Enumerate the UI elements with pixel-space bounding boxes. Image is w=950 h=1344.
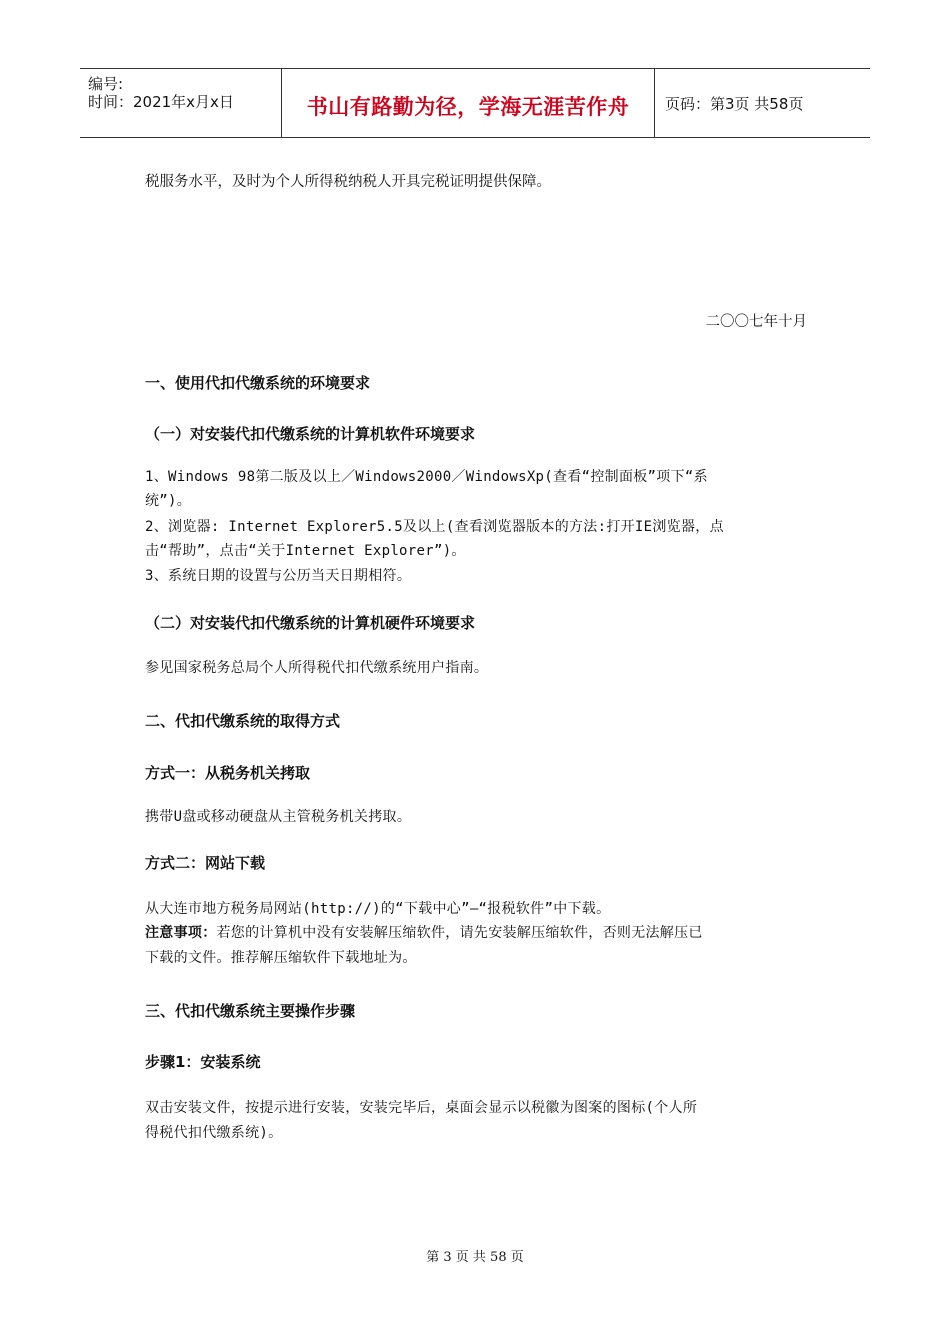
document-time-label: 时间：2021年x月x日 — [88, 93, 234, 111]
header-motto-cell — [282, 69, 655, 137]
section-2-title: 二、代扣代缴系统的取得方式 — [145, 712, 341, 730]
note-text-line-1: 若您的计算机中没有安装解压缩软件，请先安装解压缩软件，否则无法解压已 — [216, 925, 703, 941]
page-header — [80, 68, 870, 138]
step-1-text-line-1: 双击安装文件，按提示进行安装，安装完毕后，桌面会显示以税徽为图案的图标(个人所 — [145, 1100, 698, 1116]
motto-text: 书山有路勤为径，学海无涯苦作舟 — [306, 95, 630, 119]
way-2-title: 方式二：网站下载 — [145, 854, 266, 872]
section-3-title: 三、代扣代缴系统主要操作步骤 — [145, 1002, 356, 1020]
way-2-text: 从大连市地方税务局网站(http://)的“下载中心”—“报税软件”中下载。 — [145, 901, 611, 917]
header-left-cell — [80, 69, 282, 137]
sec1-item-2-line-2: 击“帮助”，点击“关于Internet Explorer”)。 — [145, 543, 466, 559]
way-1-title: 方式一：从税务机关拷取 — [145, 764, 311, 782]
sec1-item-1-line-2: 统”)。 — [145, 493, 192, 509]
section-1-sub-2-title: （二）对安装代扣代缴系统的计算机硬件环境要求 — [145, 614, 476, 632]
section-1-sub-1-title: （一）对安装代扣代缴系统的计算机软件环境要求 — [145, 425, 476, 443]
note-line-1 — [145, 921, 807, 945]
sec1-sub-2-text: 参见国家税务总局个人所得税代扣代缴系统用户指南。 — [145, 660, 489, 676]
header-page-cell — [655, 69, 870, 137]
sec1-item-1-line-1: 1、Windows 98第二版及以上／Windows2000／WindowsXp(查看“控制面板”项下“系 — [145, 469, 708, 485]
way-1-text: 携带U盘或移动硬盘从主管税务机关拷取。 — [145, 809, 412, 825]
step-1-text-line-2: 得税代扣代缴系统)。 — [145, 1125, 283, 1141]
intro-line: 税服务水平，及时为个人所得税纳税人开具完税证明提供保障。 — [145, 174, 551, 190]
sec1-item-3: 3、系统日期的设置与公历当天日期相符。 — [145, 568, 412, 584]
sec1-item-2-line-1: 2、浏览器: Internet Explorer5.5及以上(查看浏览器版本的方法:打开IE浏览器，点 — [145, 519, 724, 535]
note-text-line-2: 下载的文件。推荐解压缩软件下载地址为。 — [145, 950, 417, 966]
page-footer: 第 3 页 共 58 页 — [426, 1250, 524, 1265]
section-1-title: 一、使用代扣代缴系统的环境要求 — [145, 374, 371, 392]
note-label: 注意事项： — [145, 925, 217, 941]
document-date: 二〇〇七年十月 — [705, 314, 807, 330]
document-number-label: 编号: — [88, 75, 124, 93]
step-1-title: 步骤1：安装系统 — [145, 1053, 261, 1071]
header-page-info: 页码：第3页 共58页 — [665, 95, 804, 113]
